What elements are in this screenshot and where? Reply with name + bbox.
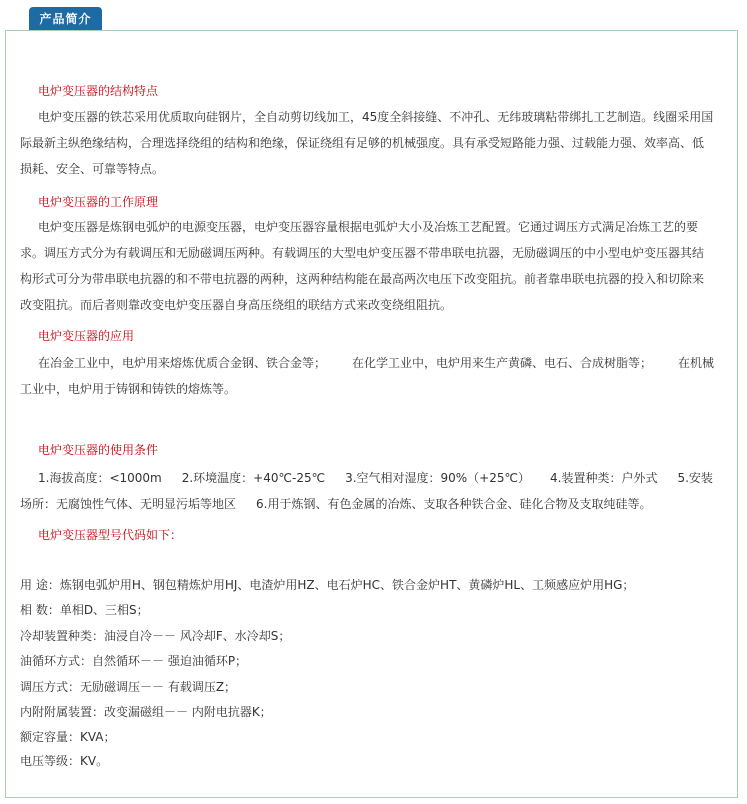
paragraph-principle: 电炉变压器是炼钢电弧炉的电源变压器，电炉变压器容量根据电弧炉大小及冶炼工艺配置。它通过调压方式满足冶炼工艺的要求。调压方式分为有载调压和无励磁调压两种。有载调压的大型电炉变压器不带串联电抗器，无励磁调压的中小型电炉变压器其结构形式可分为带串联电抗器的和不带电抗器的两种，这两种结构能在最高两次电压下改变阻抗。前者靠串联电抗器的投入和切除来改变阻抗。而后者则靠改变电炉变压器自身高压绕组的联结方式来改变绕组阻抗。 (20, 220, 705, 312)
condition-item: 5.安装场所：无腐蚀性气体、无明显污垢等地区 (20, 471, 713, 511)
model-code-line: 油循环方式：自然循环－－ 强迫油循环P； (20, 654, 248, 668)
application-item: 在机械工业中，电炉用于铸钢和铸铁的熔炼等。 (20, 356, 715, 396)
paragraph-structure: 电炉变压器的铁芯采用优质取向硅钢片，全自动剪切线加工，45度全斜接缝、不冲孔、无纬玻璃粘带绑扎工艺制造。线圈采用国际最新主纵绝缘结构，合理选择绕组的结构和绝缘，保证绕组有足够的机械强度。具有承受短路能力强、过载能力强、效率高、低损耗、安全、可靠等特点。 (20, 110, 714, 176)
model-code-line: 冷却装置种类：油浸自冷－－ 风冷却F、水冷却S； (20, 629, 291, 643)
heading-application: 电炉变压器的应用 (38, 329, 135, 343)
model-code-line: 电压等级：KV。 (20, 754, 109, 768)
application-item: 在化学工业中，电炉用来生产黄磷、电石、合成树脂等； (352, 356, 653, 370)
application-item: 在冶金工业中，电炉用来熔炼优质合金钢、铁合金等； (38, 356, 327, 370)
section-tab: 产品简介 (29, 7, 102, 31)
heading-principle: 电炉变压器的工作原理 (38, 195, 159, 209)
condition-item: 1.海拔高度：<1000m (38, 471, 162, 485)
paragraph-application (20, 350, 720, 402)
paragraph-conditions (20, 465, 720, 517)
heading-model-code: 电炉变压器型号代码如下： (38, 528, 183, 542)
model-code-line: 用 途：炼钢电弧炉用H、钢包精炼炉用HJ、电渣炉用HZ、电石炉HC、铁合金炉HT、黄磷炉HL、工频感应炉用HG； (20, 578, 635, 592)
condition-item: 2.环境温度：+40℃-25℃ (181, 471, 326, 485)
condition-item: 6.用于炼钢、有色金属的冶炼、支取各种铁合金、硅化合物及支取纯硅等。 (256, 497, 652, 511)
condition-item: 3.空气相对湿度：90%（+25℃） (345, 471, 530, 485)
heading-structure: 电炉变压器的结构特点 (38, 84, 159, 98)
model-code-line: 相 数：单相D、三相S； (20, 603, 149, 617)
model-code-line: 额定容量：KVA； (20, 730, 116, 744)
condition-item: 4.装置种类：户外式 (550, 471, 658, 485)
heading-conditions: 电炉变压器的使用条件 (38, 443, 159, 457)
model-code-line: 内附附属装置：改变漏磁组－－ 内附电抗器K； (20, 705, 272, 719)
model-code-line: 调压方式：无励磁调压－－ 有载调压Z； (20, 680, 237, 694)
